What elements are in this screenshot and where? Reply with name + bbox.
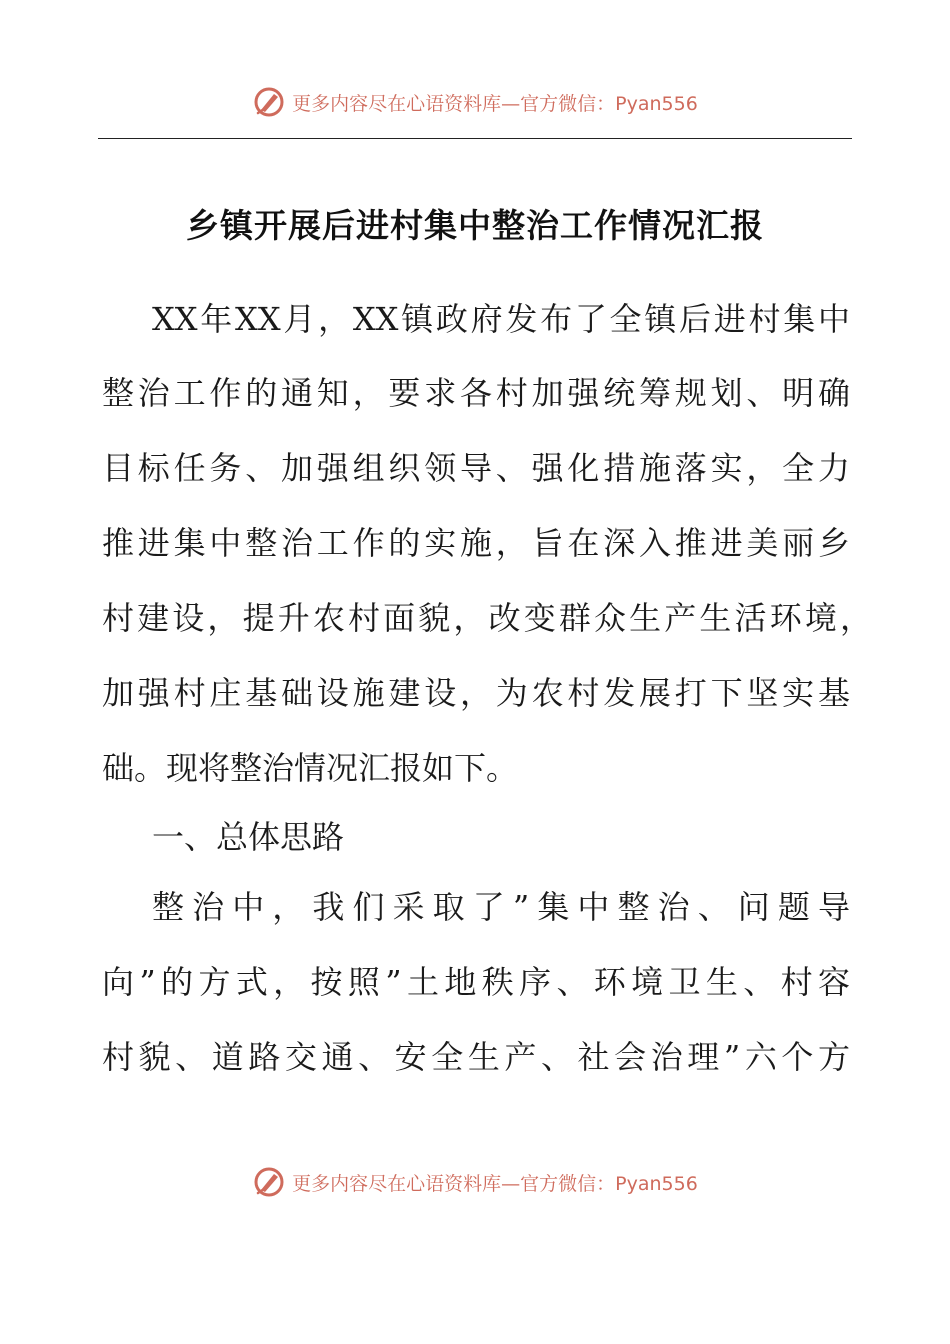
body-line: 村建设，提升农村面貌，改变群众生产生活环境，: [102, 599, 872, 637]
banner-text: [292, 1169, 698, 1196]
banner-text-id: Pyan556: [615, 92, 698, 115]
banner-text-id: Pyan556: [615, 1172, 698, 1195]
banner-text: [292, 89, 698, 116]
body-line: 础。现将整治情况汇报如下。: [102, 749, 519, 787]
footer-banner: [0, 1162, 950, 1202]
section-heading: 一、总体思路: [152, 818, 345, 856]
body-line: 整治工作的通知，要求各村加强统筹规划、明确: [102, 374, 850, 412]
body-line: 目标任务、加强组织领导、强化措施落实，全力: [102, 449, 850, 487]
quill-logo-icon: [252, 85, 286, 119]
body-line: XX年XX月，XX镇政府发布了全镇后进村集中: [152, 300, 850, 338]
header-banner: [0, 82, 950, 122]
quill-logo-icon: [252, 1165, 286, 1199]
header-rule: [98, 138, 852, 139]
document-title: 乡镇开展后进村集中整治工作情况汇报: [186, 206, 764, 245]
banner-text-cn: 更多内容尽在心语资料库—官方微信：: [292, 1172, 616, 1195]
body-line: 加强村庄基础设施建设，为农村发展打下坚实基: [102, 674, 850, 712]
banner-text-cn: 更多内容尽在心语资料库—官方微信：: [292, 92, 616, 115]
body-line: 村貌、道路交通、安全生产、社会治理”六个方: [102, 1038, 850, 1076]
body-line: 整治中，我们采取了”集中整治、问题导: [152, 888, 850, 926]
body-line: 向”的方式，按照”土地秩序、环境卫生、村容: [102, 963, 850, 1001]
body-line: 推进集中整治工作的实施，旨在深入推进美丽乡: [102, 524, 850, 562]
